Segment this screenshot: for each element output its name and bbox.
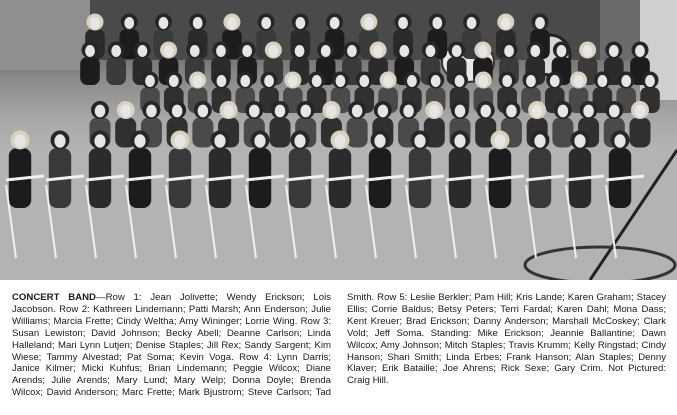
caption-names: —Row 1: Jean Jolivette; Wendy Erickson; Lois Jacobson. Row 2: Kathreen Lindemann; Patti Marsh; Ann Enderson; Julie Williams; Marcia Frette; Cindy Weltha; Amy Wininger; Lorrie Wing. Row 3: Susan Lewiston; David Johnson; Becky Abell; Deanne Carlson; Linda Halleland; Mari Lynn Lutjen; Denise Staples; Jill Rex; Sandy Sargent; Kim Wiese; Tammy Alvestad; Pat Soma; Kevin Voga. Row 4: Lynn Darris; Janice Kilmer; Micki Kuhfus; Brian Lindemann; Peggie Wilcox; Diane Arends; Julie Arends; Mary Lund; Mary Welp; Donna Doyle; Brenda Wilcox; David Anderson; Marc Frette; Mark Bjustrom; Steve Carlson; Tad Smith. Row 5: Leslie Berkler; Pam Hill; Kris Lande; Karen Graham; Stacey Ellis; Corrie Baldus; Betsy Peters; Terri Fardal; Karen Dahl; Mona Dass; Kent Kreuer; Brad Erickson; Danny Anderson; Marshall McCoskey; Clark Vold; Jeff Soma. Standing: Mike Erickson; Jeannie Ballantine; Dawn Wilcox; Amy Johnson; Mitch Staples; Travis Krumm; Kelly Ringstad; Cindy Hanson; Shari Smith; Linda Erbes; Frank Hanson; Alan Staples; Denny Klaver; Erik Bataille; Joe Ahrens; Rick Sexe; Gary Crim. Not Pictured: Craig Hill. xyxy=(12,292,666,399)
band-member-face xyxy=(240,75,250,87)
band-member-face xyxy=(504,45,514,57)
band-member-face xyxy=(334,134,345,148)
band-member-face xyxy=(530,45,540,57)
band-member-face xyxy=(172,105,183,118)
band-member-face xyxy=(214,134,225,148)
band-member-face xyxy=(455,105,466,118)
band-member-face xyxy=(558,105,569,118)
band-member-body xyxy=(80,57,100,85)
band-member-face xyxy=(597,75,607,87)
band-member-face xyxy=(609,105,620,118)
band-member-face xyxy=(501,17,511,29)
band-member-face xyxy=(526,75,536,87)
band-member-face xyxy=(223,105,234,118)
band-member-face xyxy=(295,45,305,57)
band-member-face xyxy=(550,75,560,87)
band-member-face xyxy=(90,17,100,29)
band-member-face xyxy=(478,45,488,57)
band-member-face xyxy=(494,134,505,148)
band-member-face xyxy=(532,105,543,118)
band-member-body xyxy=(192,118,213,148)
band-member-face xyxy=(134,134,145,148)
band-member-face xyxy=(174,134,185,148)
band-member-face xyxy=(14,134,25,148)
band-member-face xyxy=(431,75,441,87)
band-member-face xyxy=(300,105,311,118)
band-member-face xyxy=(146,105,157,118)
band-member-face xyxy=(359,75,369,87)
band-member-face xyxy=(432,17,442,29)
band-member-face xyxy=(645,75,655,87)
band-member-face xyxy=(398,17,408,29)
band-member-face xyxy=(352,105,363,118)
band-member-face xyxy=(383,75,393,87)
band-member-face xyxy=(336,75,346,87)
band-member-face xyxy=(454,134,465,148)
band-member-face xyxy=(374,134,385,148)
band-member-face xyxy=(635,105,646,118)
band-member-face xyxy=(373,45,383,57)
band-member-face xyxy=(614,134,625,148)
band-member-face xyxy=(111,45,121,57)
band-member-face xyxy=(94,134,105,148)
band-member-face xyxy=(535,17,545,29)
band-member-face xyxy=(364,17,374,29)
band-member-face xyxy=(574,75,584,87)
band-member-face xyxy=(506,105,517,118)
band-member-face xyxy=(85,45,95,57)
band-member-body xyxy=(106,57,126,85)
band-member-face xyxy=(295,17,305,29)
band-member-face xyxy=(190,45,200,57)
band-member-face xyxy=(261,17,271,29)
band-member-face xyxy=(216,45,226,57)
band-member-face xyxy=(227,17,237,29)
band-member-face xyxy=(378,105,389,118)
band-member-face xyxy=(583,105,594,118)
band-member-face xyxy=(264,75,274,87)
band-member-face xyxy=(54,134,65,148)
band-member-body xyxy=(270,118,291,148)
band-member-face xyxy=(480,105,491,118)
caption-lead: CONCERT BAND xyxy=(12,292,96,303)
band-member-face xyxy=(164,45,174,57)
band-member-face xyxy=(294,134,305,148)
band-member-face xyxy=(455,75,465,87)
band-member-face xyxy=(635,45,645,57)
band-member-face xyxy=(557,45,567,57)
band-member-face xyxy=(288,75,298,87)
band-member-face xyxy=(198,105,209,118)
band-member-face xyxy=(137,45,147,57)
band-member-face xyxy=(414,134,425,148)
band-member-face xyxy=(621,75,631,87)
band-member-face xyxy=(145,75,155,87)
band-member-face xyxy=(312,75,322,87)
band-member-face xyxy=(275,105,286,118)
band-member-face xyxy=(217,75,227,87)
band-member-face xyxy=(407,75,417,87)
band-member-face xyxy=(124,17,134,29)
band-member-face xyxy=(403,105,414,118)
band-member-face xyxy=(193,75,203,87)
band-member-face xyxy=(242,45,252,57)
band-member-face xyxy=(574,134,585,148)
band-member-face xyxy=(429,105,440,118)
band-member-face xyxy=(169,75,179,87)
band-member-face xyxy=(467,17,477,29)
band-member-face xyxy=(159,17,169,29)
band-member-face xyxy=(249,105,259,118)
band-member-face xyxy=(326,105,337,118)
band-member-body xyxy=(552,118,573,148)
band-member-face xyxy=(452,45,462,57)
band-member-face xyxy=(502,75,512,87)
band-member-face xyxy=(268,45,278,57)
photo-caption xyxy=(12,292,666,410)
band-member-face xyxy=(254,134,265,148)
band-member-face xyxy=(95,105,106,118)
band-member-face xyxy=(478,75,488,87)
band-member-face xyxy=(583,45,593,57)
band-member-face xyxy=(193,17,203,29)
band-member-body xyxy=(347,118,368,148)
band-member-face xyxy=(534,134,545,148)
band-member-face xyxy=(609,45,619,57)
band-member-face xyxy=(321,45,331,57)
band-member-face xyxy=(426,45,436,57)
band-member-face xyxy=(120,105,131,118)
band-member-body xyxy=(630,118,651,148)
band-member-face xyxy=(347,45,357,57)
band-member-face xyxy=(330,17,340,29)
band-member-face xyxy=(399,45,409,57)
